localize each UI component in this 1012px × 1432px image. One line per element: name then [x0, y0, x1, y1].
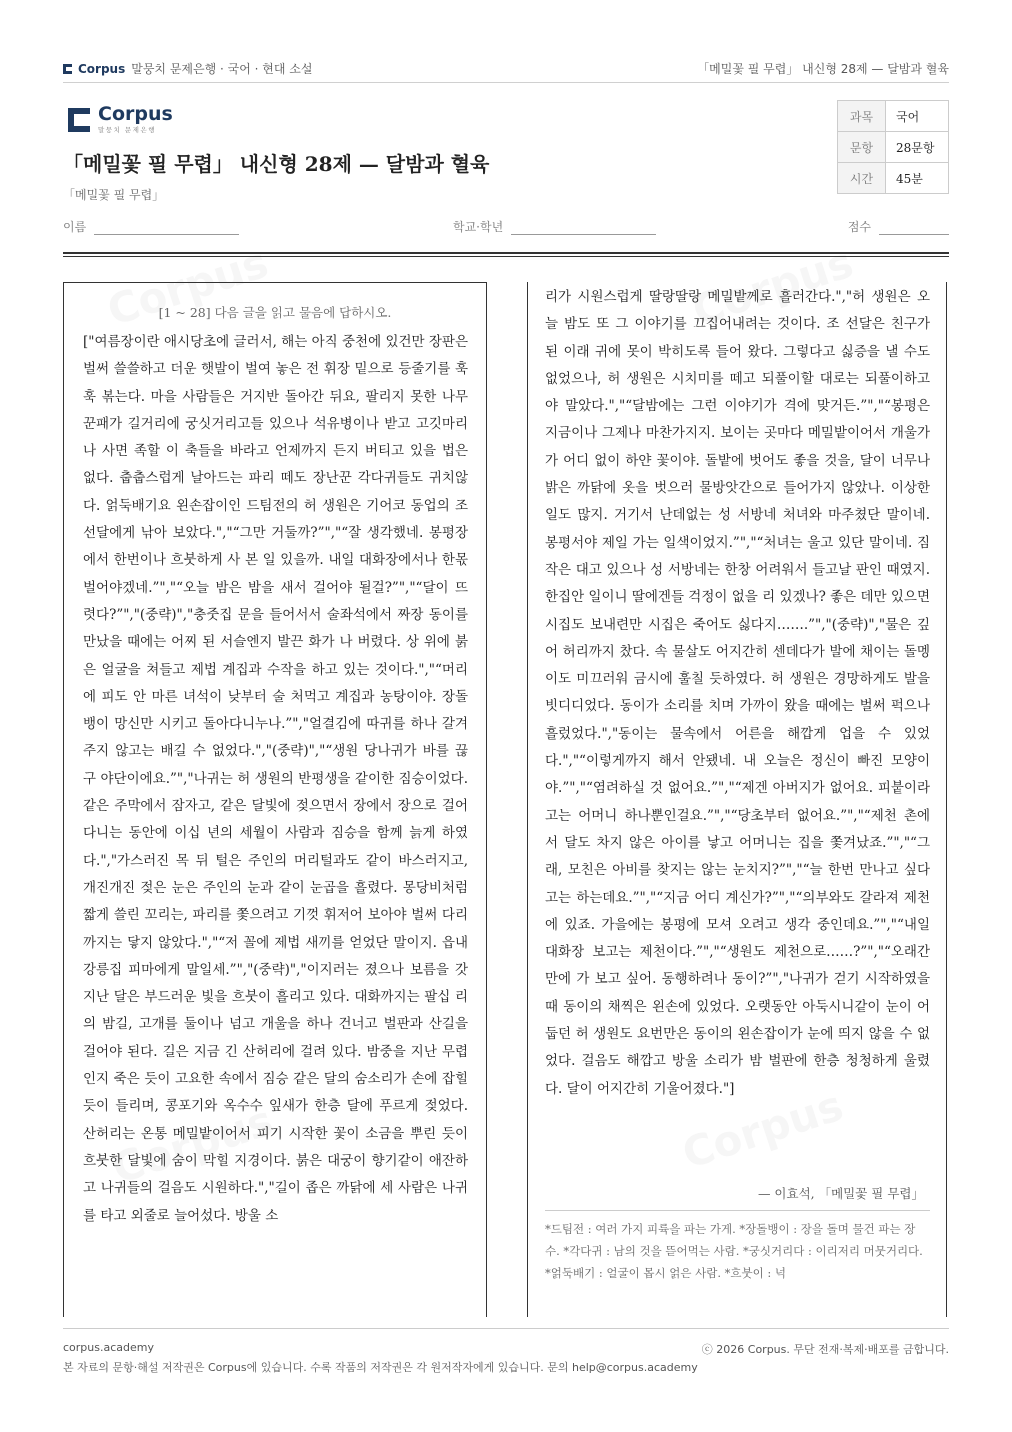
meta-row-items	[838, 132, 949, 163]
meta-value: 국어	[886, 101, 949, 132]
name-field[interactable]	[63, 218, 239, 235]
exam-meta-table	[837, 100, 949, 194]
corpus-logo-icon	[63, 64, 72, 74]
footnote-divider	[545, 1210, 930, 1211]
question-instruction: [1 ~ 28] 다음 글을 읽고 물음에 답하시오.	[158, 305, 392, 320]
top-bar-left	[63, 60, 312, 77]
meta-key: 시간	[838, 163, 886, 194]
student-fields	[63, 216, 949, 240]
score-field-line[interactable]	[879, 220, 949, 235]
meta-row-subject	[838, 101, 949, 132]
top-bar-brand: Corpus	[78, 61, 126, 76]
document-header	[63, 100, 949, 255]
top-bar-doc-title: 「메밀꽃 필 무렵」 내신형 28제 — 달밤과 혈육	[697, 62, 949, 76]
school-field[interactable]	[453, 218, 656, 235]
page-title: 「메밀꽃 필 무렵」 내신형 28제 — 달밤과 혈육	[63, 152, 490, 176]
passage-text-left: ["여름장이란 애시당초에 글러서, 해는 아직 중천에 있건만 장판은 벌써 쓸쓸하고 더운 햇발이 벌여 놓은 전 휘장 밑으로 등줄기를 훅훅 볶는다. 마을 사람들은 거지반 돌아간 뒤요, 팔리지 못한 나무꾼패가 길거리에 궁싯거리고들 있으나 석유병이나 받고 고깃마리나 사면 족할 이 축들을 바라고 언제까지 든지 버티고 있을 법은 없다. 춥춥스럽게 날아드는 파리 떼도 장난꾼 각다귀들도 귀치않다. 얽둑배기요 왼손잡이인 드팀전의 허 생원은 기어코 동업의 조 선달에게 낚아 보았다.","“그만 거둘까?”","“잘 생각했네. 봉평장에서 한번이나 흐붓하게 사 본 일 있을까. 내일 대화장에서나 한몫 벌어야겠네.”","“오늘 밤은 밤을 새서 걸어야 될걸?”","“달이 뜨렷다?”","(중략)","충줏집 문을 들어서서 술좌석에서 짜장 동이를 만났을 때에는 어찌 된 서슬엔지 발끈 화가 나 버렸다. 상 위에 붉은 얼굴을 쳐들고 제법 계집과 수작을 하고 있는 것이다.","“머리에 피도 안 마른 녀석이 낮부터 술 처먹고 계집과 농탕이야. 장돌뱅이 망신만 시키고 돌아다니누나.”","얼결김에 따귀를 하나 갈겨 주지 않고는 배길 수 없었다.","(중략)","“생원 당나귀가 바를 끊구 야단이에요.”","나귀는 허 생원의 반평생을 같이한 짐승이었다. 같은 주막에서 잠자고, 같은 달빛에 젖으면서 장에서 장으로 걸어 다니는 동안에 이십 년의 세월이 사람과 짐승을 함께 늙게 하였다.","가스러진 목 뒤 털은 주인의 머리털과도 같이 바스러지고, 개진개진 젖은 눈은 주인의 눈과 같이 눈곱을 흘렸다. 몽당비처럼 짧게 쓸린 꼬리는, 파리를 쫓으려고 기껏 휘저어 보아야 벌써 다리까지는 닿지 않았다.","“저 꼴에 제법 새끼를 얻었단 말이지. 읍내 강릉집 피마에게 말일세.”","(중략)","이지러는 졌으나 보름을 갓 지난 달은 부드러운 빛을 흐붓이 흘리고 있다. 대화까지는 팔십 리의 밤길, 고개를 둘이나 넘고 개울을 하나 건너고 벌판과 산길을 걸어야 된다. 길은 지금 긴 산허리에 걸려 있다. 밤중을 지난 무렵인지 죽은 듯이 고요한 속에서 짐승 같은 달의 숨소리가 손에 잡힐 듯이 들리며, 콩포기와 옥수수 잎새가 한층 달에 푸르게 젖었다. 산허리는 온통 메밀밭이어서 피기 시작한 꽃이 소금을 뿌린 듯이 흐붓한 달빛에 숨이 막힐 지경이다. 붉은 대궁이 향기같이 애잔하고 나귀들의 걸음도 시원하다.","길이 좁은 까닭에 세 사람은 나귀를 타고 외줄로 늘어섰다. 방울 소	[83, 334, 468, 1224]
corpus-logo	[68, 104, 173, 134]
page-subtitle: 「메밀꽃 필 무렵」	[63, 188, 165, 202]
score-field-label: 점수	[847, 220, 871, 234]
logo-text: Corpus	[98, 103, 173, 125]
corpus-logo-mark-icon	[68, 108, 90, 132]
passage-column-right	[527, 282, 947, 1317]
footer-notice: 본 자료의 문항·해설 저작권은 Corpus에 있습니다. 수록 작품의 저작권은 각 원저작자에게 있습니다. 문의 help@corpus.academy	[63, 1361, 698, 1374]
top-bar-category: 말뭉치 문제은행 · 국어 · 현대 소설	[131, 62, 313, 76]
school-field-label: 학교·학년	[453, 220, 504, 234]
passage-column-left	[63, 282, 487, 1317]
name-field-label: 이름	[63, 220, 87, 234]
name-field-line[interactable]	[94, 220, 239, 235]
meta-value: 45분	[886, 163, 949, 194]
meta-row-time	[838, 163, 949, 194]
meta-key: 과목	[838, 101, 886, 132]
author-credit: — 이효석, 「메밀꽃 필 무렵」	[757, 1186, 924, 1201]
school-field-line[interactable]	[511, 220, 656, 235]
footer-site-link[interactable]: corpus.academy	[63, 1341, 154, 1354]
footnote-glossary: *드팀전 : 여러 가지 피륙을 파는 가게. *장돌뱅이 : 장을 돌며 물건 파는 장수. *각다귀 : 남의 것을 뜯어먹는 사람. *궁싯거리다 : 이리저리 머뭇거리다. *얽둑배기 : 얼굴이 몹시 얽은 사람. *흐붓이 : 넉	[545, 1222, 923, 1280]
logo-subtext: 말뭉치 문제은행	[98, 126, 157, 134]
page-footer	[63, 1328, 949, 1374]
meta-value: 28문항	[886, 132, 949, 163]
top-bar	[63, 52, 949, 83]
meta-key: 문항	[838, 132, 886, 163]
header-rule-thick	[63, 252, 949, 254]
footer-copyright: ⓒ 2026 Corpus. 무단 전재·복제·배포를 금합니다.	[701, 1343, 949, 1356]
header-rule-thin	[63, 256, 949, 257]
score-field[interactable]	[848, 218, 949, 235]
passage-text-right: 리가 시원스럽게 딸랑딸랑 메밀밭께로 흘러간다.","허 생원은 오늘 밤도 또 그 이야기를 끄집어내려는 것이다. 조 선달은 친구가 된 이래 귀에 못이 박히도록 들어 왔다. 그렇다고 싫증을 낼 수도 없었으나, 허 생원은 시치미를 떼고 되풀이할 대로는 되풀이하고야 말았다.","“달밤에는 그런 이야기가 격에 맞거든.”","“봉평은 지금이나 그제나 마찬가지지. 보이는 곳마다 메밀밭이어서 개울가가 어디 없이 하얀 꽃이야. 돌밭에 벗어도 좋을 것을, 달이 너무나 밝은 까닭에 옷을 벗으러 물방앗간으로 들어가지 않았나. 이상한 일도 많지. 거기서 난데없는 성 서방네 처녀와 마주쳤단 말이네. 봉평서야 제일 가는 일색이었지.”","“처녀는 울고 있단 말이네. 짐작은 대고 있으나 성 서방네는 한창 어려워서 들고날 판인 때였지. 한집안 일이니 딸에겐들 걱정이 없을 리 있겠나? 좋은 데만 있으면 시집도 보내련만 시집은 죽어도 싫다지…….”","(중략)","물은 깊어 허리까지 찼다. 속 물살도 어지간히 센데다가 발에 채이는 돌멩이도 미끄러워 금시에 훌칠 듯하였다. 허 생원은 경망하게도 발을 빗디디었다. 동이가 소리를 치며 가까이 왔을 때에는 벌써 퍽으나 흘렀었다.","동이는 물속에서 어른을 해깝게 업을 수 있었다.","“이렇게까지 해서 안됐네. 내 오늘은 정신이 빠진 모양이야.”","“염려하실 것 없어요.”","“제겐 아버지가 없어요. 피붙이라고는 어머니 하나뿐인걸요.”","“당초부터 없어요.”","“제천 촌에서 달도 차지 않은 아이를 낳고 어머니는 집을 쫓겨났죠.”","“그래, 모친은 아비를 찾지는 않는 눈치지?”","“늘 한번 만나고 싶다고는 하는데요.”","“지금 어디 계신가?”","“의부와도 갈라져 제천에 있죠. 가을에는 봉평에 모셔 오려고 생각 중인데요.”","“내일 대화장 보고는 제천이다.”","“생원도 제천으로……?”","“오래간만에 가 보고 싶어. 동행하려나 동이?”","나귀가 걷기 시작하였을 때 동이의 채찍은 왼손에 있었다. 오랫동안 아둑시니같이 눈이 어둡던 허 생원도 요번만은 동이의 왼손잡이가 눈에 띄지 않을 수 없었다. 걸음도 해깝고 방울 소리가 밤 벌판에 한층 청청하게 울렸다. 달이 어지간히 기울어졌다."]	[545, 289, 930, 1097]
